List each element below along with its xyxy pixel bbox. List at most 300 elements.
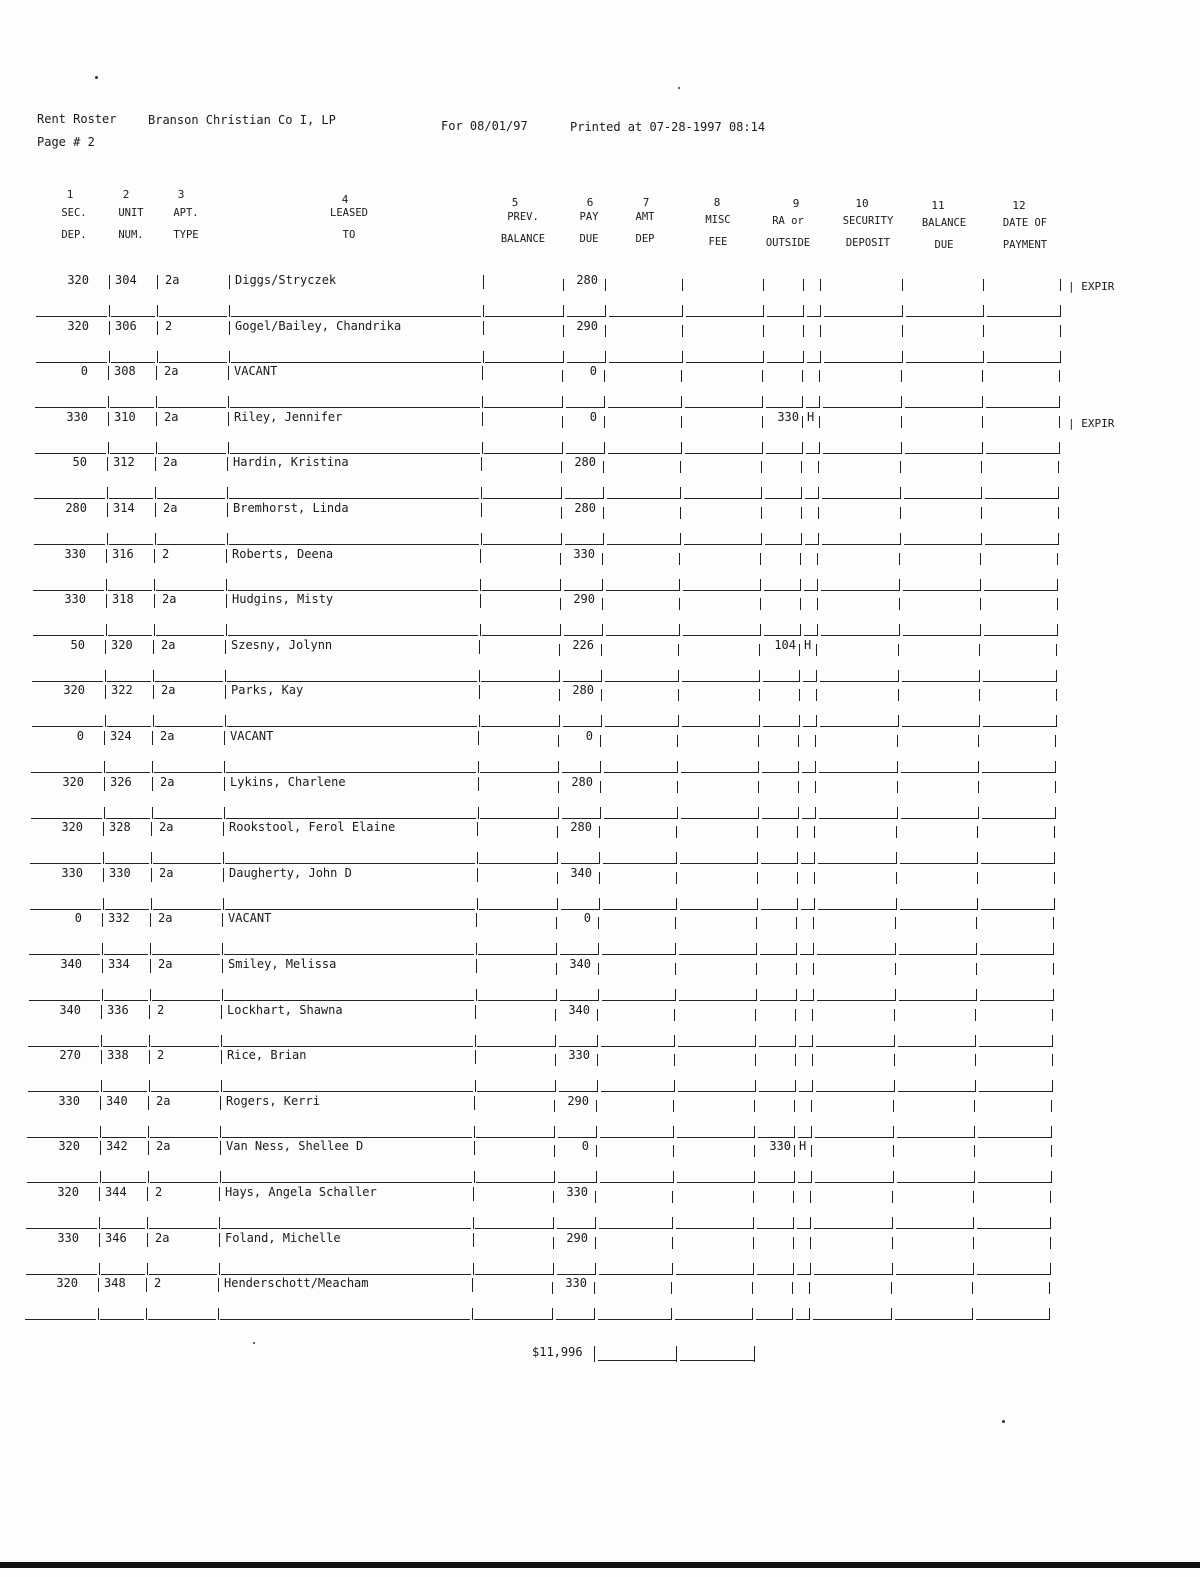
cell-underline — [902, 681, 979, 682]
leased-to: Hudgins, Misty — [232, 592, 334, 606]
cell-underline — [103, 1091, 147, 1092]
cell-divider — [562, 416, 563, 428]
cell-divider — [754, 1145, 755, 1157]
cell-divider — [793, 1263, 794, 1275]
cell-underline — [158, 407, 226, 408]
column-heading-line2: BALANCE — [500, 233, 546, 245]
cell-divider — [753, 1237, 754, 1249]
cell-divider — [472, 1278, 473, 1292]
cell-divider — [977, 898, 978, 910]
cell-underline — [599, 1274, 672, 1275]
cell-divider — [105, 685, 106, 699]
for-date: For 08/01/97 — [441, 119, 528, 133]
cell-divider — [755, 1080, 756, 1092]
sec-deposit: 280 — [65, 501, 87, 515]
cell-divider — [798, 807, 799, 819]
cell-divider — [757, 826, 758, 838]
cell-underline — [684, 544, 761, 545]
cell-divider — [156, 366, 157, 380]
cell-divider — [979, 689, 980, 701]
cell-underline — [602, 954, 675, 955]
cell-underline — [229, 498, 479, 499]
cell-divider — [760, 579, 761, 591]
cell-underline — [821, 635, 899, 636]
column-heading-line1: UNIT — [118, 207, 144, 219]
cell-underline — [150, 1182, 218, 1183]
apt-type: 2a — [156, 1139, 171, 1153]
cell-underline — [980, 954, 1053, 955]
cell-underline — [228, 635, 478, 636]
cell-divider — [802, 370, 803, 382]
cell-divider — [975, 1080, 976, 1092]
cell-underline — [824, 362, 902, 363]
cell-underline — [817, 954, 895, 955]
cell-divider — [893, 1126, 894, 1138]
cell-divider — [1059, 442, 1060, 454]
cell-underline — [482, 635, 560, 636]
cell-underline — [225, 863, 475, 864]
cell-divider — [227, 457, 228, 471]
cell-divider — [676, 852, 677, 864]
cell-underline — [231, 362, 481, 363]
cell-underline — [28, 1046, 99, 1047]
cell-divider — [555, 1009, 556, 1021]
cell-divider — [972, 1282, 973, 1294]
cell-divider — [983, 351, 984, 363]
sec-deposit: 0 — [74, 911, 82, 925]
cell-divider — [671, 1282, 672, 1294]
cell-divider — [755, 1035, 756, 1047]
cell-divider — [150, 959, 151, 973]
column-heading-line1: SEC. — [61, 207, 87, 219]
sec-deposit: 270 — [59, 1048, 81, 1062]
cell-divider — [474, 1096, 475, 1110]
cell-divider — [221, 1050, 222, 1064]
cell-underline — [149, 1274, 217, 1275]
cell-divider — [977, 826, 978, 838]
cell-underline — [675, 1319, 752, 1320]
cell-divider — [671, 1308, 672, 1320]
cell-underline — [802, 818, 815, 819]
cell-divider — [812, 1080, 813, 1092]
cell-divider — [816, 689, 817, 701]
cell-divider — [482, 366, 483, 380]
company-name: Branson Christian Co I, LP — [148, 113, 336, 127]
pay-due: 330 — [566, 1185, 588, 1199]
cell-divider — [599, 898, 600, 910]
table-row — [0, 638, 1200, 684]
cell-underline — [477, 1091, 555, 1092]
unit-number: 328 — [109, 820, 131, 834]
cell-divider — [151, 822, 152, 836]
unit-number: 310 — [114, 410, 136, 424]
column-number: 7 — [642, 196, 650, 209]
cell-divider — [558, 761, 559, 773]
column-number: 2 — [122, 188, 130, 201]
cell-divider — [893, 1100, 894, 1112]
cell-divider — [898, 644, 899, 656]
cell-divider — [677, 807, 678, 819]
cell-underline — [35, 407, 106, 408]
cell-underline — [221, 1274, 471, 1275]
cell-divider — [815, 735, 816, 747]
unit-number: 314 — [113, 501, 135, 515]
cell-underline — [609, 362, 682, 363]
cell-underline — [679, 954, 756, 955]
cell-divider — [598, 989, 599, 1001]
apt-type: 2a — [160, 775, 175, 789]
cell-divider — [483, 321, 484, 335]
cell-divider — [605, 325, 606, 337]
table-row — [0, 1048, 1200, 1094]
cell-divider — [560, 579, 561, 591]
cell-underline — [484, 453, 562, 454]
cell-divider — [795, 1035, 796, 1047]
cell-divider — [817, 598, 818, 610]
cell-divider — [1050, 1217, 1051, 1229]
cell-underline — [561, 909, 599, 910]
apt-type: 2 — [154, 1276, 162, 1290]
cell-divider — [559, 689, 560, 701]
cell-divider — [762, 370, 763, 382]
pay-due: 280 — [574, 455, 596, 469]
cell-divider — [682, 279, 683, 291]
cell-underline — [905, 453, 982, 454]
cell-underline — [979, 1091, 1052, 1092]
leased-to: Hardin, Kristina — [233, 455, 349, 469]
cell-divider — [793, 1191, 794, 1203]
cell-underline — [815, 1137, 893, 1138]
cell-divider — [555, 1080, 556, 1092]
cell-underline — [157, 498, 225, 499]
cell-underline — [805, 544, 818, 545]
cell-divider — [976, 943, 977, 955]
cell-divider — [818, 487, 819, 499]
cell-divider — [1058, 461, 1059, 473]
cell-divider — [810, 1217, 811, 1229]
cell-divider — [595, 1263, 596, 1275]
cell-underline — [981, 863, 1054, 864]
apt-type: 2 — [157, 1003, 165, 1017]
cell-divider — [677, 781, 678, 793]
cell-divider — [798, 761, 799, 773]
cell-underline — [110, 407, 154, 408]
cell-divider — [818, 533, 819, 545]
table-row — [0, 1139, 1200, 1185]
cell-divider — [676, 898, 677, 910]
cell-divider — [681, 370, 682, 382]
cell-divider — [1055, 735, 1056, 747]
cell-divider — [801, 507, 802, 519]
cell-underline — [815, 1182, 893, 1183]
cell-underline — [157, 544, 225, 545]
cell-divider — [601, 670, 602, 682]
cell-divider — [103, 868, 104, 882]
cell-divider — [975, 1035, 976, 1047]
cell-divider — [813, 943, 814, 955]
cell-divider — [762, 442, 763, 454]
cell-divider — [229, 321, 230, 335]
cell-divider — [1059, 370, 1060, 382]
table-row — [0, 410, 1200, 456]
cell-underline — [558, 1182, 596, 1183]
cell-divider — [99, 1233, 100, 1247]
cell-underline — [221, 1228, 471, 1229]
cell-divider — [560, 624, 561, 636]
cell-divider — [478, 777, 479, 791]
cell-underline — [476, 1137, 554, 1138]
cell-underline — [679, 1000, 756, 1001]
cell-underline — [766, 453, 802, 454]
cell-divider — [974, 1171, 975, 1183]
column-heading-line2: TO — [342, 229, 356, 241]
cell-divider — [899, 624, 900, 636]
cell-divider — [901, 416, 902, 428]
cell-underline — [796, 1319, 809, 1320]
cell-underline — [560, 1000, 598, 1001]
ra-amount: 330 — [769, 1139, 791, 1153]
cell-underline — [757, 1228, 793, 1229]
cell-underline — [483, 498, 561, 499]
cell-divider — [1060, 279, 1061, 291]
cell-underline — [231, 316, 481, 317]
column-heading-line2: DEP — [635, 233, 655, 245]
cell-underline — [766, 407, 802, 408]
cell-divider — [604, 416, 605, 428]
cell-divider — [1051, 1145, 1052, 1157]
cell-divider — [816, 670, 817, 682]
cell-underline — [151, 1091, 219, 1092]
cell-underline — [557, 1228, 595, 1229]
cell-divider — [901, 442, 902, 454]
cell-underline — [896, 1228, 973, 1229]
cell-divider — [563, 279, 564, 291]
cell-underline — [560, 954, 598, 955]
sec-deposit: 340 — [60, 957, 82, 971]
pay-due: 340 — [569, 957, 591, 971]
cell-underline — [230, 407, 480, 408]
unit-number: 344 — [105, 1185, 127, 1199]
sec-deposit: 320 — [67, 319, 89, 333]
cell-divider — [897, 761, 898, 773]
leased-to: Riley, Jennifer — [234, 410, 343, 424]
cell-divider — [972, 1308, 973, 1320]
cell-divider — [894, 1035, 895, 1047]
cell-underline — [803, 681, 816, 682]
cell-underline — [158, 453, 226, 454]
cell-divider — [758, 735, 759, 747]
cell-divider — [897, 735, 898, 747]
cell-divider — [753, 1263, 754, 1275]
cell-underline — [765, 498, 801, 499]
cell-underline — [676, 1274, 753, 1275]
cell-divider — [109, 321, 110, 335]
cell-underline — [599, 1228, 672, 1229]
cell-divider — [674, 1035, 675, 1047]
cell-divider — [901, 370, 902, 382]
cell-divider — [227, 503, 228, 517]
cell-underline — [677, 1137, 754, 1138]
cell-divider — [1049, 1282, 1050, 1294]
cell-divider — [680, 533, 681, 545]
cell-underline — [763, 726, 799, 727]
cell-divider — [982, 370, 983, 382]
cell-divider — [1054, 852, 1055, 864]
cell-underline — [149, 1228, 217, 1229]
cell-divider — [672, 1237, 673, 1249]
cell-underline — [598, 1319, 671, 1320]
cell-divider — [109, 275, 110, 289]
cell-divider — [1057, 553, 1058, 565]
cell-divider — [894, 1054, 895, 1066]
cell-divider — [679, 553, 680, 565]
cell-underline — [686, 316, 763, 317]
cell-underline — [978, 1182, 1051, 1183]
cell-divider — [1054, 872, 1055, 884]
cell-divider — [899, 553, 900, 565]
cell-divider — [555, 1054, 556, 1066]
cell-divider — [794, 1145, 795, 1157]
leased-to: VACANT — [234, 364, 278, 378]
cell-divider — [562, 442, 563, 454]
cell-divider — [756, 943, 757, 955]
cell-underline — [683, 590, 760, 591]
cell-divider — [156, 412, 157, 426]
cell-divider — [553, 1217, 554, 1229]
cell-divider — [1052, 1054, 1053, 1066]
cell-divider — [682, 351, 683, 363]
cell-underline — [761, 863, 797, 864]
cell-divider — [678, 644, 679, 656]
cell-underline — [224, 1000, 474, 1001]
cell-divider — [106, 594, 107, 608]
cell-divider — [817, 579, 818, 591]
cell-divider — [899, 598, 900, 610]
cell-divider — [760, 598, 761, 610]
cell-underline — [801, 863, 814, 864]
cell-divider — [1058, 507, 1059, 519]
column-heading-line1: RA or — [772, 215, 804, 227]
cell-divider — [597, 1054, 598, 1066]
sec-deposit: 330 — [64, 592, 86, 606]
cell-divider — [475, 1005, 476, 1019]
cell-divider — [563, 305, 564, 317]
apt-type: 2a — [156, 1094, 171, 1108]
pay-due: 280 — [570, 820, 592, 834]
cell-divider — [893, 1171, 894, 1183]
unit-number: 308 — [114, 364, 136, 378]
cell-divider — [681, 416, 682, 428]
column-heading — [980, 212, 1070, 256]
cell-divider — [1055, 807, 1056, 819]
cell-underline — [31, 818, 102, 819]
sec-deposit: 0 — [80, 364, 88, 378]
cell-underline — [686, 362, 763, 363]
cell-divider — [556, 917, 557, 929]
cell-underline — [683, 635, 760, 636]
cell-underline — [982, 772, 1055, 773]
cell-divider — [675, 917, 676, 929]
ra-amount: 330 — [777, 410, 799, 424]
cell-underline — [986, 407, 1059, 408]
cell-divider — [814, 872, 815, 884]
cell-divider — [891, 1308, 892, 1320]
cell-underline — [901, 772, 978, 773]
cell-divider — [1050, 1237, 1051, 1249]
cell-divider — [812, 1009, 813, 1021]
expiration-note: | EXPIR — [1068, 417, 1114, 430]
cell-divider — [1052, 1035, 1053, 1047]
cell-divider — [761, 533, 762, 545]
cell-divider — [754, 1171, 755, 1183]
cell-underline — [609, 316, 682, 317]
pay-due: 280 — [571, 775, 593, 789]
cell-underline — [984, 635, 1057, 636]
pay-due: 0 — [585, 729, 593, 743]
cell-divider — [601, 715, 602, 727]
cell-divider — [561, 461, 562, 473]
cell-divider — [600, 807, 601, 819]
cell-underline — [759, 1046, 795, 1047]
unit-number: 306 — [115, 319, 137, 333]
leased-to: Hays, Angela Schaller — [225, 1185, 377, 1199]
cell-divider — [600, 781, 601, 793]
cell-underline — [797, 1228, 810, 1229]
cell-divider — [560, 553, 561, 565]
cell-divider — [802, 396, 803, 408]
cell-underline — [800, 954, 813, 955]
column-number: 11 — [931, 199, 945, 212]
cell-underline — [767, 362, 803, 363]
cell-underline — [678, 1046, 755, 1047]
cell-divider — [891, 1282, 892, 1294]
pay-due: 290 — [566, 1231, 588, 1245]
cell-divider — [894, 1080, 895, 1092]
cell-divider — [673, 1100, 674, 1112]
cell-underline — [819, 818, 897, 819]
cell-underline — [979, 1046, 1052, 1047]
cell-divider — [761, 461, 762, 473]
cell-divider — [814, 898, 815, 910]
cell-underline — [758, 1137, 794, 1138]
cell-underline — [559, 1091, 597, 1092]
sec-deposit: 330 — [57, 1231, 79, 1245]
cell-divider — [902, 279, 903, 291]
cell-divider — [793, 1217, 794, 1229]
cell-divider — [223, 868, 224, 882]
cell-underline — [107, 726, 151, 727]
cell-underline — [566, 453, 604, 454]
cell-divider — [553, 1263, 554, 1275]
column-number: 9 — [792, 197, 800, 210]
cell-underline — [480, 772, 558, 773]
cell-underline — [28, 1091, 99, 1092]
column-number: 1 — [66, 188, 74, 201]
cell-divider — [153, 685, 154, 699]
cell-divider — [982, 396, 983, 408]
column-number: 8 — [713, 196, 721, 209]
cell-underline — [478, 954, 556, 955]
cell-divider — [759, 715, 760, 727]
cell-divider — [757, 872, 758, 884]
cell-divider — [795, 1080, 796, 1092]
column-heading-line1: DATE OF — [1002, 217, 1048, 229]
column-number: 12 — [1012, 199, 1026, 212]
cell-underline — [27, 1137, 98, 1138]
cell-divider — [477, 822, 478, 836]
cell-divider — [672, 1191, 673, 1203]
cell-divider — [757, 898, 758, 910]
